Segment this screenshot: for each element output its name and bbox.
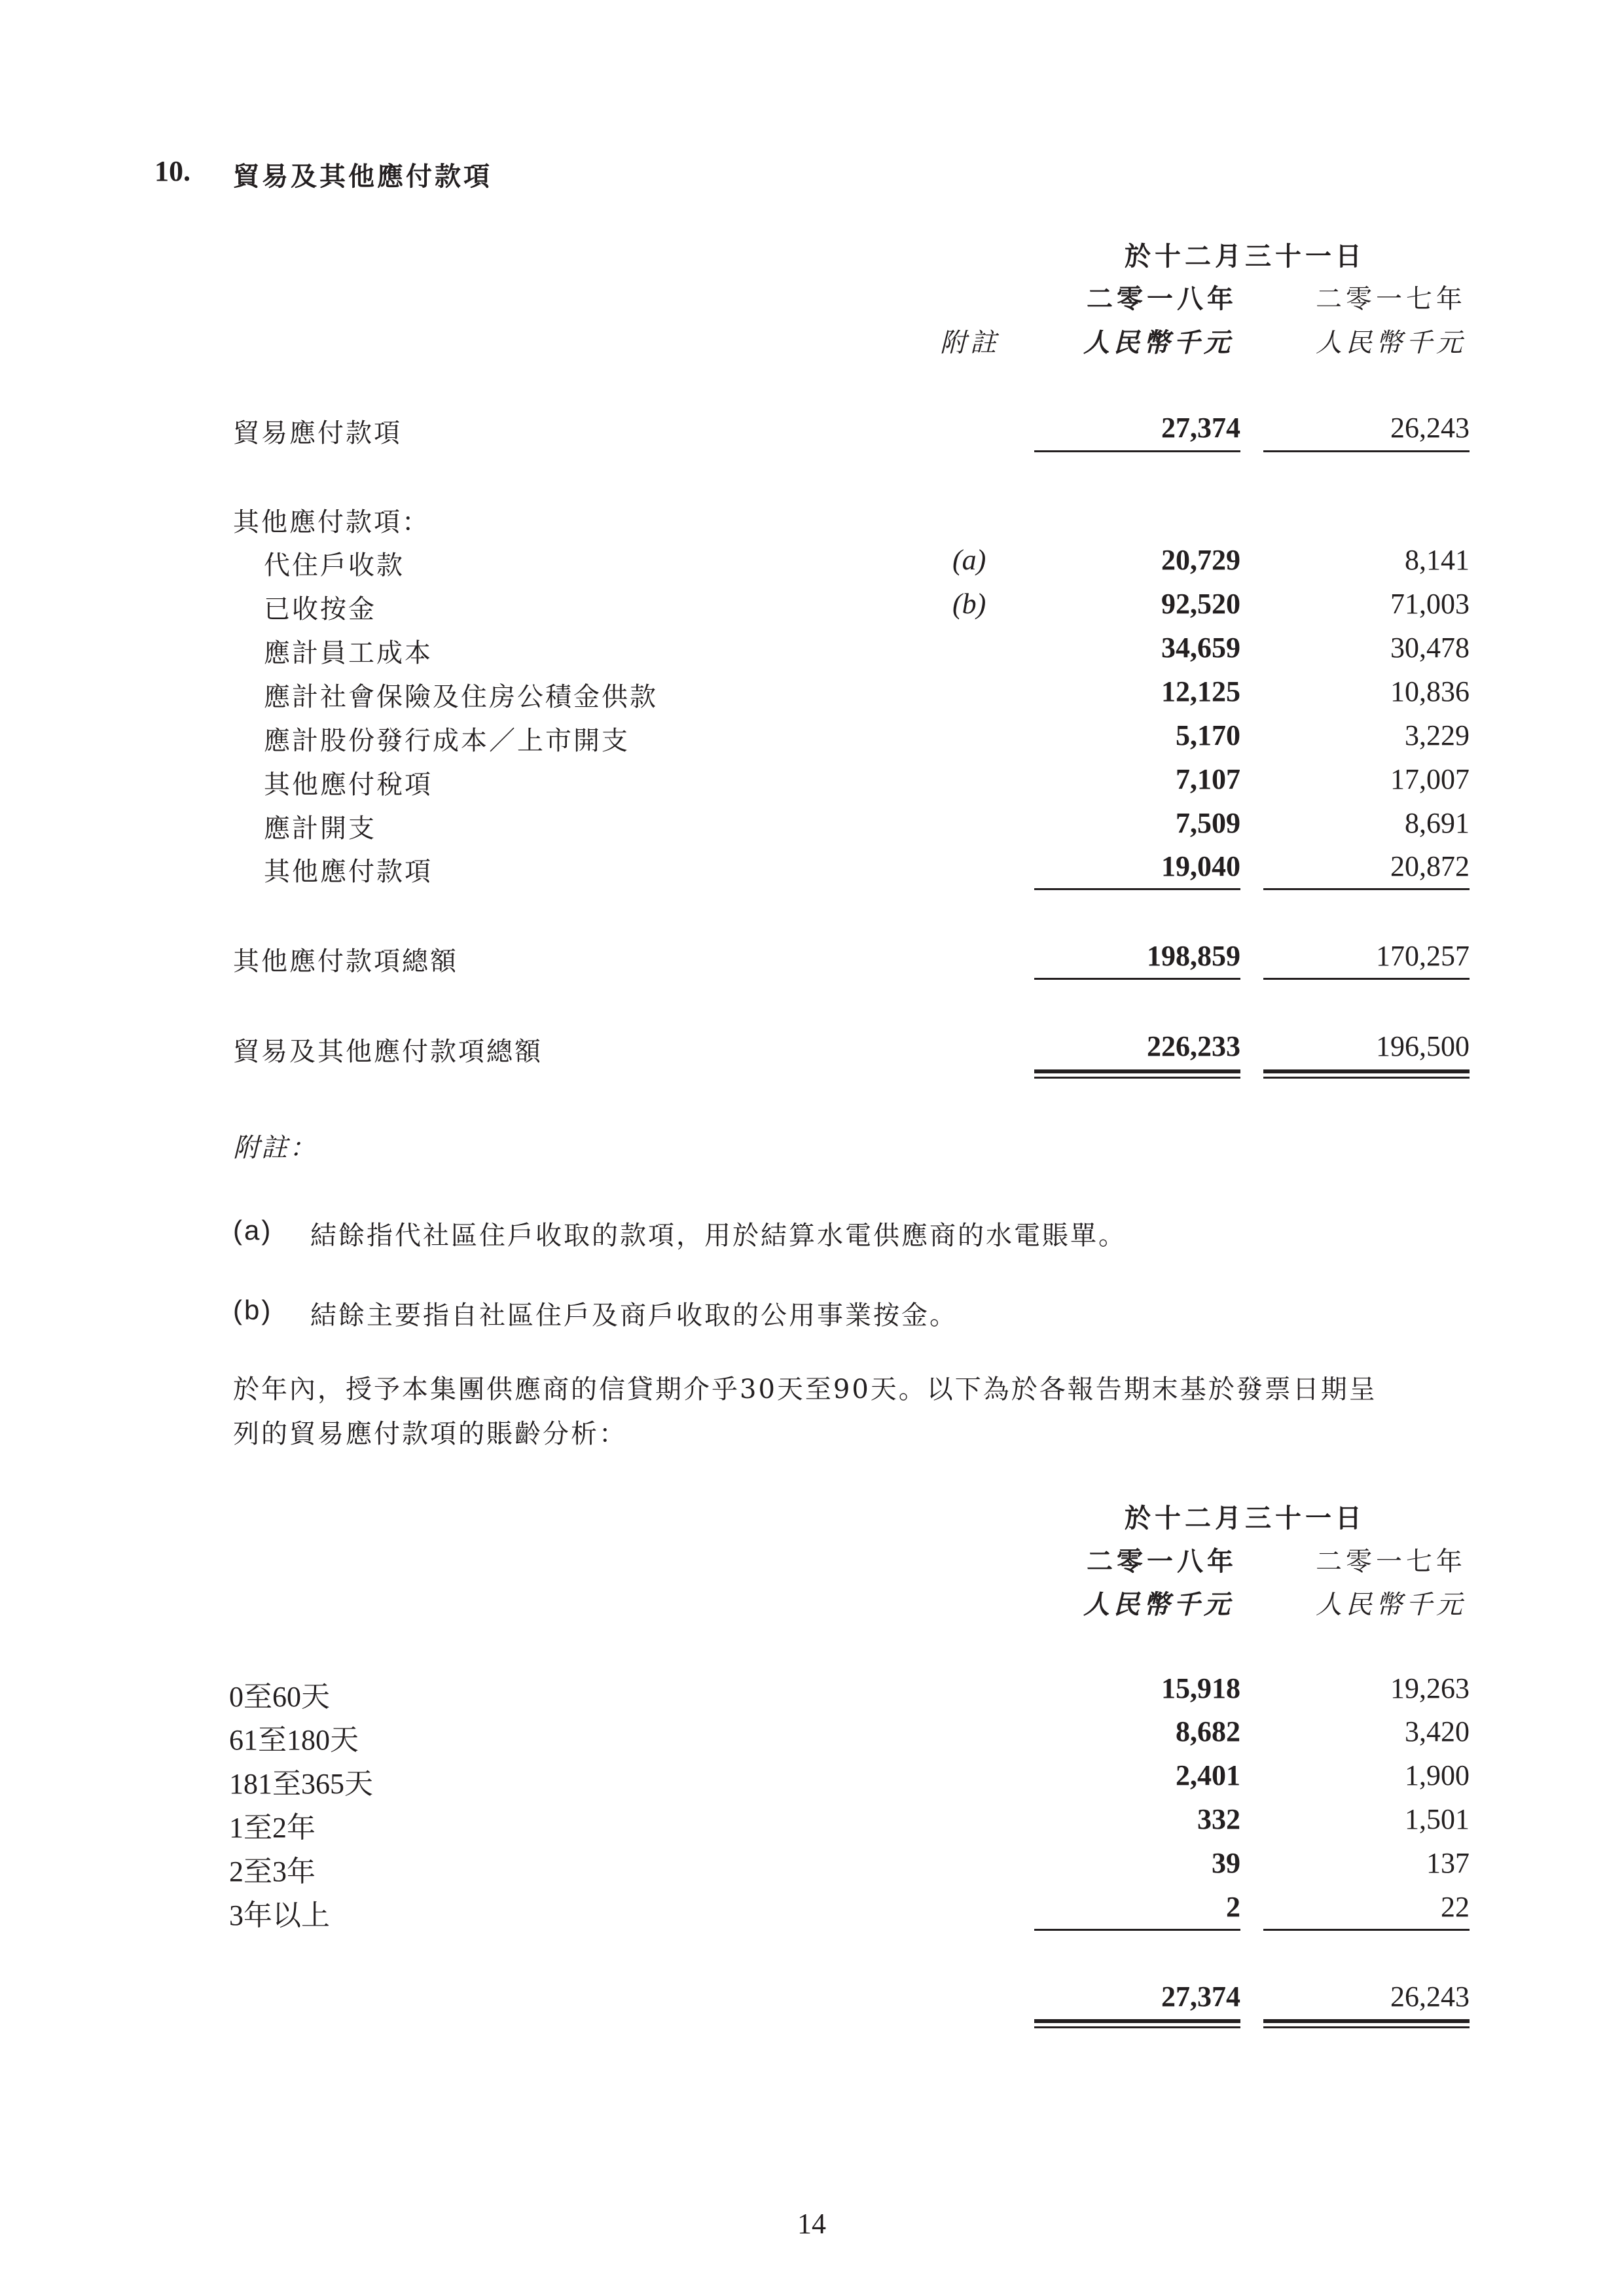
page-number: 14 [797,2208,826,2240]
ageing-row-2018: 332 [1197,1803,1240,1835]
row-label: 其他應付稅項 [264,770,433,800]
ageing-row-2017: 19,263 [1390,1672,1470,1704]
table1-year-2017: 二零一七年 [1316,284,1466,314]
other-payables-heading: 其他應付款項： [233,507,430,537]
note-b-text: 結餘主要指自社區住戶及商戶收取的公用事業按金。 [310,1300,958,1331]
row-value-2017: 8,141 [1405,544,1470,576]
table1-unit-2018: 人民幣千元 [1083,328,1234,358]
table1-date-header: 於十二月三十一日 [1125,242,1365,272]
row-value-2017: 20,872 [1390,850,1470,882]
ageing-row-2017: 3,420 [1405,1715,1470,1748]
row-value-2018: 19,040 [1161,850,1240,882]
subtotal-rule [1034,1929,1240,1931]
row-label: 代住戶收款 [264,550,405,581]
ageing-row-2017: 137 [1426,1847,1470,1879]
row-note: (a) [952,544,986,576]
ageing-row-label: 0至60天 [229,1681,330,1713]
double-rule-upper [1034,2019,1240,2023]
grand-total-2018: 226,233 [1147,1030,1240,1062]
row-value-2018: 34,659 [1161,632,1240,664]
other-payables-total-2017: 170,257 [1376,940,1470,972]
table1-unit-2017: 人民幣千元 [1316,328,1466,358]
ageing-row-2018: 8,682 [1176,1715,1240,1748]
ageing-row-2018: 2 [1226,1891,1240,1923]
row-value-2018: 20,729 [1161,544,1240,576]
paragraph-line-2: 列的貿易應付款項的賬齡分析： [233,1419,627,1449]
trade-payables-label: 貿易應付款項 [233,418,402,448]
table2-year-2017: 二零一七年 [1316,1547,1466,1577]
row-value-2017: 3,229 [1405,719,1470,751]
section-number: 10. [154,155,190,187]
subtotal-rule [1263,978,1470,980]
row-note: (b) [952,588,986,620]
trade-payables-2018: 27,374 [1161,412,1240,444]
subtotal-rule [1034,888,1240,890]
double-rule-lower [1034,1077,1240,1079]
grand-total-label: 貿易及其他應付款項總額 [233,1037,543,1067]
double-rule-lower [1263,2026,1470,2028]
double-rule-upper [1263,2019,1470,2023]
note-a-marker: (a) [233,1215,273,1246]
row-value-2017: 71,003 [1390,588,1470,620]
subtotal-rule [1034,450,1240,452]
row-value-2017: 17,007 [1390,763,1470,795]
row-value-2017: 10,836 [1390,675,1470,708]
notes-heading: 附註： [233,1133,317,1163]
ageing-row-2017: 22 [1441,1891,1470,1923]
ageing-row-2017: 1,501 [1405,1803,1470,1835]
row-value-2017: 30,478 [1390,632,1470,664]
ageing-row-2018: 2,401 [1176,1759,1240,1791]
ageing-row-label: 2至3年 [229,1856,316,1888]
row-value-2017: 8,691 [1405,807,1470,839]
ageing-row-2018: 15,918 [1161,1672,1240,1704]
row-value-2018: 92,520 [1161,588,1240,620]
ageing-row-2018: 39 [1212,1847,1240,1879]
row-label: 應計股份發行成本／上市開支 [264,726,630,756]
table2-unit-2018: 人民幣千元 [1083,1590,1234,1620]
table1-year-2018: 二零一八年 [1087,284,1237,314]
row-value-2018: 12,125 [1161,675,1240,708]
ageing-row-label: 1至2年 [229,1812,316,1844]
section-title: 貿易及其他應付款項 [233,162,492,192]
double-rule-lower [1263,1077,1470,1079]
note-a-text: 結餘指代社區住戶收取的款項，用於結算水電供應商的水電賬單。 [310,1221,1127,1251]
double-rule-upper [1263,1069,1470,1073]
row-label: 其他應付款項 [264,857,433,887]
table2-unit-2017: 人民幣千元 [1316,1590,1466,1620]
row-label: 應計開支 [264,814,376,844]
ageing-row-2017: 1,900 [1405,1759,1470,1791]
double-rule-lower [1034,2026,1240,2028]
row-value-2018: 5,170 [1176,719,1240,751]
subtotal-rule [1263,1929,1470,1931]
ageing-total-2017: 26,243 [1390,1981,1470,2013]
subtotal-rule [1034,978,1240,980]
double-rule-upper [1034,1069,1240,1073]
row-label: 已收按金 [264,594,376,624]
ageing-row-label: 181至365天 [229,1768,373,1800]
row-label: 應計員工成本 [264,638,433,668]
paragraph-line-1: 於年內，授予本集團供應商的信貸期介乎30天至90天。以下為於各報告期末基於發票日期呈 [233,1374,1377,1405]
subtotal-rule [1263,888,1470,890]
table2-date-header: 於十二月三十一日 [1125,1503,1365,1534]
row-value-2018: 7,509 [1176,807,1240,839]
ageing-row-label: 61至180天 [229,1724,359,1756]
table2-year-2018: 二零一八年 [1087,1547,1237,1577]
other-payables-total-label: 其他應付款項總額 [233,946,458,977]
row-label: 應計社會保險及住房公積金供款 [264,682,658,712]
ageing-row-label: 3年以上 [229,1899,330,1931]
table1-notes-column-header: 附註 [940,328,1000,358]
grand-total-2017: 196,500 [1376,1030,1470,1062]
subtotal-rule [1263,450,1470,452]
trade-payables-2017: 26,243 [1390,412,1470,444]
ageing-total-2018: 27,374 [1161,1981,1240,2013]
other-payables-total-2018: 198,859 [1147,940,1240,972]
row-value-2018: 7,107 [1176,763,1240,795]
note-b-marker: (b) [233,1295,273,1325]
